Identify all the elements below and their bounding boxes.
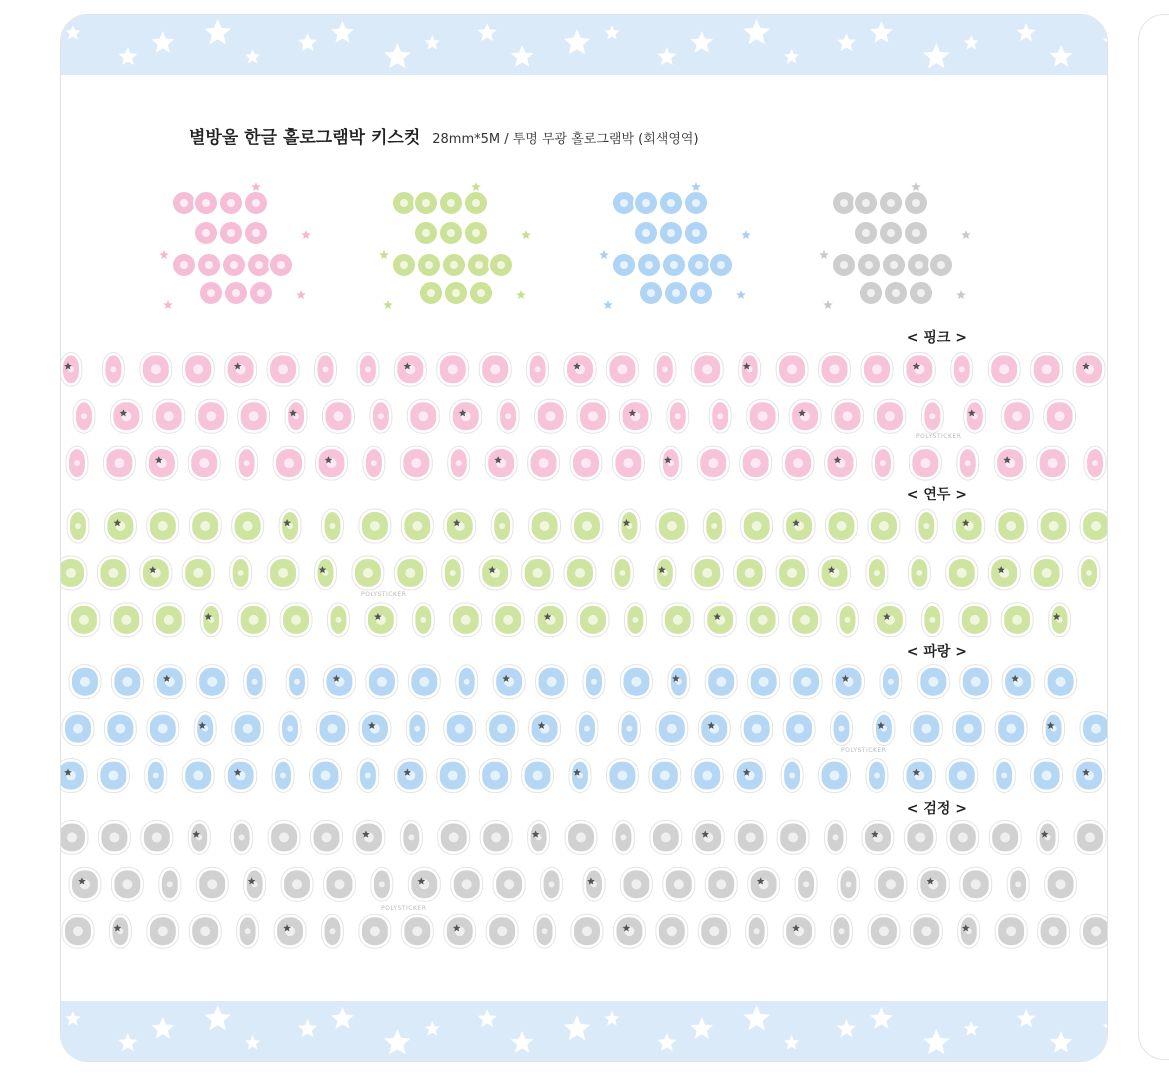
band-star — [151, 1017, 174, 1039]
sticker-shine — [193, 364, 203, 374]
sticker-shine — [631, 879, 641, 889]
sticker-shine — [872, 364, 882, 374]
sticker-shine — [370, 521, 380, 531]
band-star — [964, 1021, 979, 1035]
sticker-shine — [412, 521, 422, 531]
sticker-shine — [158, 724, 168, 734]
sticker-shine — [546, 411, 556, 421]
sticker-shine — [333, 411, 343, 421]
sticker-shine — [830, 771, 840, 781]
sticker-shine — [575, 568, 585, 578]
sticker-shine — [327, 724, 337, 734]
band-star — [743, 1005, 770, 1030]
sticker-shine — [249, 411, 259, 421]
sticker-shine — [964, 724, 974, 734]
sticker-shine — [803, 881, 809, 887]
sticker-shine — [584, 726, 590, 732]
band-star — [1050, 1031, 1073, 1053]
sticker-shine — [885, 411, 895, 421]
sticker-shine — [661, 832, 671, 842]
sticker-shine — [788, 832, 798, 842]
sticker-shine — [151, 364, 161, 374]
band-star — [1103, 1015, 1107, 1040]
sticker-shine — [329, 523, 335, 529]
sticker-shine — [631, 677, 641, 687]
section-label-blue: < 파랑 > — [906, 644, 967, 660]
sticker-shine — [287, 726, 293, 732]
sticker-shine — [245, 928, 251, 934]
sticker-shine — [75, 523, 81, 529]
sticker-shine — [702, 771, 712, 781]
sticker-shine — [921, 724, 931, 734]
sticker-shine — [1012, 615, 1022, 625]
sticker-shine — [1042, 771, 1052, 781]
sticker-shine — [547, 677, 557, 687]
band-star — [690, 1017, 713, 1039]
sticker-shine — [1042, 568, 1052, 578]
brand-mark: POLYSTICKER — [381, 905, 427, 912]
sticker-shine — [708, 458, 718, 468]
band-star — [923, 1029, 950, 1054]
sticker-shine — [365, 773, 371, 779]
sticker-shine — [581, 458, 591, 468]
sticker-shine — [153, 773, 159, 779]
sticker-shine — [244, 460, 250, 466]
sticker-shine — [617, 771, 627, 781]
sticker-shine — [746, 832, 756, 842]
sticker-shine — [278, 364, 288, 374]
sticker-shine — [1056, 879, 1066, 889]
sticker-shine — [888, 679, 894, 685]
sticker-shine — [957, 568, 967, 578]
sticker-shine — [880, 460, 886, 466]
sticker-shine — [1056, 677, 1066, 687]
sticker-shine — [73, 926, 83, 936]
sticker-shine — [239, 834, 245, 840]
sticker-shine — [929, 617, 935, 623]
bottom-star-band — [61, 1001, 1107, 1061]
band-star — [604, 1011, 619, 1025]
sticker-shine — [582, 521, 592, 531]
sticker-shine — [370, 926, 380, 936]
sticker-shine — [576, 832, 586, 842]
sticker-shine — [921, 926, 931, 936]
sticker-shine — [923, 523, 929, 529]
sticker-shine — [1091, 926, 1101, 936]
sticker-shine — [377, 677, 387, 687]
sticker-shine — [378, 413, 384, 419]
sticker-shine — [667, 926, 677, 936]
sticker-shine — [915, 832, 925, 842]
sticker-shine — [1055, 411, 1065, 421]
sticker-shine — [321, 771, 331, 781]
sticker-shine — [334, 879, 344, 889]
sticker-shine — [794, 724, 804, 734]
sticker-shine — [879, 521, 889, 531]
sticker-shine — [971, 879, 981, 889]
sticker-shine — [758, 411, 768, 421]
sticker-shine — [323, 366, 329, 372]
sticker-shine — [335, 617, 341, 623]
sticker-shine — [830, 364, 840, 374]
sticker-shine — [626, 726, 632, 732]
sticker-shine — [535, 366, 541, 372]
sticker-shine — [122, 879, 132, 889]
sticker-shine — [66, 568, 76, 578]
sticker-shine — [464, 679, 470, 685]
sticker-shine — [1012, 411, 1022, 421]
sticker-shine — [414, 726, 420, 732]
sticker-shine — [800, 615, 810, 625]
sticker-shine — [745, 568, 755, 578]
sticker-shine — [292, 879, 302, 889]
sticker-shine — [411, 458, 421, 468]
sticker-shine — [200, 521, 210, 531]
band-star — [245, 1035, 260, 1049]
sticker-shine — [588, 411, 598, 421]
sticker-shine — [702, 568, 712, 578]
sticker-shine — [843, 411, 853, 421]
sticker-shine — [928, 677, 938, 687]
sticker-shine — [846, 881, 852, 887]
sticker-shine — [533, 568, 543, 578]
sticker-shine — [674, 879, 684, 889]
sticker-shine — [252, 679, 258, 685]
sticker-shine — [448, 771, 458, 781]
sticker-shine — [243, 724, 253, 734]
section-label-pink: < 핑크 > — [906, 330, 967, 346]
band-star — [784, 1035, 799, 1049]
sticker-shine — [833, 834, 839, 840]
sticker-shine — [363, 568, 373, 578]
sticker-shine — [717, 413, 723, 419]
sticker-shine — [837, 521, 847, 531]
sticker-shine — [371, 460, 377, 466]
sticker-shine — [929, 413, 935, 419]
band-star — [384, 1029, 411, 1054]
sticker-shine — [164, 411, 174, 421]
sticker-shine — [787, 568, 797, 578]
sticker-shine — [959, 366, 965, 372]
sticker-shine — [716, 677, 726, 687]
band-star — [564, 1015, 591, 1040]
sticker-shine — [152, 832, 162, 842]
sticker-shine — [845, 617, 851, 623]
sticker-shine — [916, 570, 922, 576]
sticker-shine — [999, 364, 1009, 374]
sticker-shine — [200, 926, 210, 936]
band-star — [298, 1019, 317, 1037]
sticker-shine — [193, 568, 203, 578]
sticker-shine — [207, 677, 217, 687]
sticker-shine — [1006, 926, 1016, 936]
sticker-shine — [711, 523, 717, 529]
sticker-shine — [1049, 521, 1059, 531]
section-label-gray: < 검정 > — [906, 801, 967, 817]
sticker-shine — [957, 771, 967, 781]
sticker-shine — [158, 521, 168, 531]
sticker-shine — [450, 570, 456, 576]
sticker-shine — [540, 521, 550, 531]
sticker-shine — [108, 568, 118, 578]
sticker-shine — [620, 834, 626, 840]
band-star — [837, 1019, 856, 1037]
sticker-shine — [497, 926, 507, 936]
sticker-shine — [920, 458, 930, 468]
band-star — [657, 1033, 676, 1051]
sticker-shine — [1006, 521, 1016, 531]
adjacent-card — [1138, 14, 1169, 1060]
sticker-shine — [619, 570, 625, 576]
sticker-shine — [456, 460, 462, 466]
sticker-shine — [405, 568, 415, 578]
brand-mark: POLYSTICKER — [916, 433, 962, 440]
sticker-shine — [490, 771, 500, 781]
sticker-shine — [243, 521, 253, 531]
sticker-shine — [279, 832, 289, 842]
sticker-shine — [80, 677, 90, 687]
band-star — [1017, 1009, 1036, 1027]
sticker-shine — [549, 881, 555, 887]
sticker-shine — [1091, 521, 1101, 531]
sticker-shine — [491, 832, 501, 842]
sticker-shine — [462, 879, 472, 889]
sticker-shine — [1086, 570, 1092, 576]
band-star — [204, 1005, 231, 1030]
sticker-shine — [965, 460, 971, 466]
sticker-shine — [759, 677, 769, 687]
sticker-shine — [667, 724, 677, 734]
sticker-shine — [582, 926, 592, 936]
sticker-shine — [115, 724, 125, 734]
sticker-shine — [418, 411, 428, 421]
sticker-shine — [193, 771, 203, 781]
sticker-shine — [322, 832, 332, 842]
sticker-shine — [379, 881, 385, 887]
sticker-shine — [121, 615, 131, 625]
sticker-shine — [81, 413, 87, 419]
sticker-shine — [879, 926, 889, 936]
sticker-shine — [199, 458, 209, 468]
sticker-shine — [588, 615, 598, 625]
sticker-shine — [793, 458, 803, 468]
sticker-shine — [1015, 881, 1021, 887]
sticker-shine — [505, 413, 511, 419]
band-star — [331, 1007, 354, 1029]
sticker-shine — [67, 832, 77, 842]
sticker-shine — [79, 615, 89, 625]
band-star — [870, 1007, 893, 1029]
sticker-shine — [207, 879, 217, 889]
sticker-shine — [497, 724, 507, 734]
star-pattern-bottom — [61, 1001, 1107, 1061]
sticker-shine — [752, 724, 762, 734]
band-star — [118, 1033, 137, 1051]
sticker-shine — [449, 832, 459, 842]
sticker-shine — [420, 617, 426, 623]
sticker-shine — [490, 364, 500, 374]
sticker-shine — [542, 928, 548, 934]
sticker-shine — [74, 460, 80, 466]
brand-mark: POLYSTICKER — [841, 747, 887, 754]
sticker-shine — [662, 366, 668, 372]
sticker-shine — [455, 724, 465, 734]
sticker-shine — [971, 677, 981, 687]
sticker-shine — [1085, 832, 1095, 842]
sticker-shine — [751, 458, 761, 468]
sticker-shine — [709, 926, 719, 936]
sticker-shine — [108, 771, 118, 781]
sticker-shine — [238, 570, 244, 576]
sticker-shine — [801, 677, 811, 687]
sticker-shine — [114, 458, 124, 468]
product-title: 별방울 한글 홀로그램박 키스컷 — [189, 128, 421, 148]
sticker-shine — [958, 832, 968, 842]
sticker-shine — [617, 364, 627, 374]
sticker-shine — [839, 726, 845, 732]
sticker-shine — [158, 926, 168, 936]
sticker-shine — [249, 615, 259, 625]
sticker-shine — [623, 458, 633, 468]
sticker-shine — [284, 458, 294, 468]
sticker-shine — [787, 364, 797, 374]
sticker-shine — [504, 879, 514, 889]
sticker-shine — [752, 521, 762, 531]
sticker-shine — [419, 677, 429, 687]
sticker-shine — [365, 366, 371, 372]
sticker-shine — [716, 879, 726, 889]
sticker-shine — [1006, 724, 1016, 734]
sticker-shine — [874, 773, 880, 779]
sticker-shine — [970, 615, 980, 625]
sticker-shine — [591, 679, 597, 685]
sticker-shine — [839, 928, 845, 934]
sticker-shine — [789, 773, 795, 779]
sticker-shine — [702, 364, 712, 374]
sticker-shine — [754, 928, 760, 934]
sticker-shine — [448, 364, 458, 374]
brand-mark: POLYSTICKER — [361, 591, 407, 598]
sticker-shine — [167, 881, 173, 887]
sticker-shine — [294, 679, 300, 685]
sticker-shine — [503, 615, 513, 625]
sticker-shine — [632, 617, 638, 623]
sticker-shine — [412, 926, 422, 936]
sticker-shine — [73, 724, 83, 734]
sticker-shine — [461, 615, 471, 625]
sticker-shine — [675, 413, 681, 419]
sticker-shine — [122, 677, 132, 687]
sticker-shine — [673, 615, 683, 625]
sticker-shine — [109, 832, 119, 842]
sticker-shine — [1042, 364, 1052, 374]
sticker-shine — [1048, 458, 1058, 468]
band-star — [425, 1021, 440, 1035]
sticker-shine — [329, 928, 335, 934]
sticker-shine — [1091, 724, 1101, 734]
sticker-shine — [660, 771, 670, 781]
band-star — [478, 1009, 497, 1027]
sticker-shine — [667, 521, 677, 531]
product-image-card — [60, 14, 1108, 1062]
sticker-shine — [291, 615, 301, 625]
sticker-shine — [408, 834, 414, 840]
sticker-shine — [280, 773, 286, 779]
sticker-shine — [1092, 460, 1098, 466]
product-spec: 28mm*5M / 투명 무광 홀로그램박 (회색영역) — [432, 132, 699, 147]
sticker-shine — [758, 615, 768, 625]
section-label-green: < 연두 > — [906, 487, 967, 503]
sticker-shine — [533, 771, 543, 781]
sticker-shine — [164, 615, 174, 625]
band-star — [511, 1031, 534, 1053]
sticker-shine — [874, 570, 880, 576]
sticker-shine — [539, 458, 549, 468]
sticker-sheet — [61, 15, 1107, 1061]
sticker-shine — [278, 568, 288, 578]
band-star — [65, 1011, 80, 1025]
sticker-shine — [1000, 832, 1010, 842]
sticker-shine — [110, 366, 116, 372]
sticker-shine — [1001, 773, 1007, 779]
sticker-shine — [499, 523, 505, 529]
sticker-shine — [1049, 926, 1059, 936]
sticker-shine — [886, 879, 896, 889]
sticker-shine — [206, 411, 216, 421]
